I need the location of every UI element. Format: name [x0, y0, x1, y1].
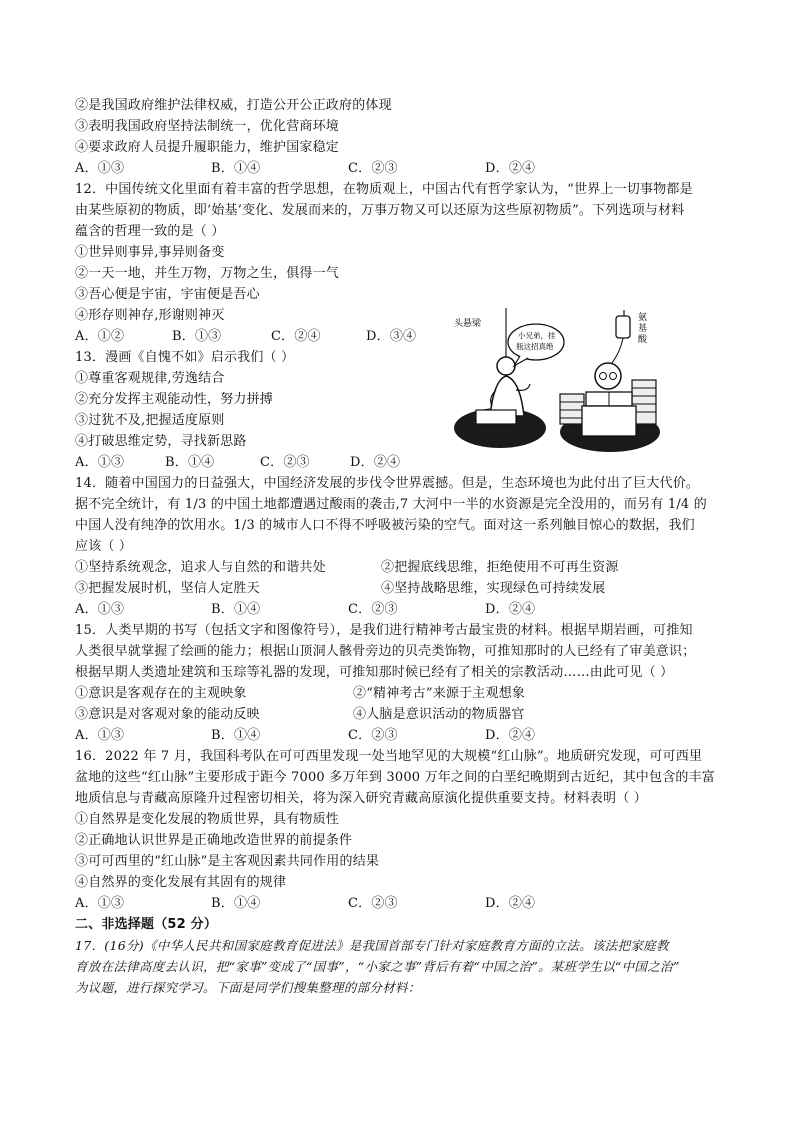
label-right-2: 基	[638, 324, 648, 334]
book-stack-left	[560, 394, 584, 424]
choice-d: D．②④	[485, 728, 536, 743]
q15-options-row-1	[75, 686, 775, 702]
q14-stem-4: 应该（ ）	[75, 539, 133, 554]
q12-stem-2: 由某些原初的物质，即‘始基’变化、发展而来的，万事万物又可以还原为这些原初物质”。下列选项与材料	[75, 203, 685, 218]
option-left: ③把握发展时机，坚信人定胜天	[75, 581, 260, 596]
choice-d: D．②④	[485, 161, 536, 176]
choice-c: C．②③	[348, 602, 398, 617]
q16-option-3: ③可可西里的“红山脉”是主客观因素共同作用的结果	[75, 854, 380, 869]
option-right: ④坚持战略思维，实现绿色可持续发展	[381, 581, 606, 596]
choice-c: C．②③	[348, 728, 398, 743]
choice-c: C．②③	[348, 161, 398, 176]
section-heading: 二、非选择题（52 分）	[75, 917, 218, 932]
choice-a: A．①③	[75, 728, 125, 743]
q14-stem-2: 据不完全统计，有 1/3 的中国土地都遭遇过酸雨的袭击,7 大河中一半的水资源是完全没用的，而另有 1/4 的	[75, 497, 707, 512]
choice-a: A．①③	[75, 161, 125, 176]
label-right-1: 氨	[638, 313, 648, 323]
q14-stem-3: 中国人没有纯净的饮用水。1/3 的城市人口不得不呼吸被污染的空气。面对这一系列触目惊心的数据，我们	[75, 518, 695, 533]
choice-a: A．①③	[75, 896, 125, 911]
choice-d: D．②④	[485, 896, 536, 911]
drip-bottle	[616, 316, 630, 338]
q17-stem-3: 为议题，进行探究学习。下面是同学们搜集整理的部分材料：	[75, 980, 421, 995]
option-right: ②把握底线思维，拒绝使用不可再生资源	[381, 560, 619, 575]
left-book	[476, 410, 516, 424]
option-left: ③意识是对客观对象的能动反映	[75, 707, 260, 722]
q17-stem-2: 育放在法律高度去认识，把“家事”变成了“国事”，“小家之事”背后有着“中国之治”。某班学生以“中国之治”	[75, 959, 680, 974]
choice-c: C．②④	[271, 329, 321, 344]
q13-option-2: ②充分发挥主观能动性，努力拼搏	[75, 392, 274, 407]
option-left: ①坚持系统观念，追求人与自然的和谐共处	[75, 560, 326, 575]
q11-option-2: ②是我国政府维护法律权威，打造公开公正政府的体现	[75, 98, 392, 113]
q16-stem-3: 地质信息与青藏高原隆升过程密切相关，将为深入研究青藏高原演化提供重要支持。材料表明（ ）	[75, 791, 647, 806]
q13-option-3: ③过犹不及,把握适度原则	[75, 413, 225, 428]
q16-option-1: ①自然界是变化发展的物质世界，具有物质性	[75, 812, 340, 827]
q16-option-4: ④自然界的变化发展有其固有的规律	[75, 875, 287, 890]
q13-option-1: ①尊重客观规律,劳逸结合	[75, 371, 225, 386]
q14-options-row-2	[75, 581, 775, 597]
q16-choices	[75, 896, 775, 912]
choice-c: C．②③	[348, 896, 398, 911]
choice-d: D．③④	[366, 329, 417, 344]
q16-option-2: ②正确地认识世界是正确地改造世界的前提条件	[75, 833, 353, 848]
q11-option-4: ④要求政府人员提升履职能力，维护国家稳定	[75, 140, 340, 155]
q12-option-2: ②一天一地，并生万物，万物之生，俱得一气	[75, 266, 340, 281]
right-head	[595, 363, 621, 389]
q14-choices	[75, 602, 775, 618]
q12-choices	[75, 329, 435, 345]
option-right: ④人脑是意识活动的物质器官	[353, 707, 525, 722]
q16-stem-1: 16．2022 年 7 月，我国科考队在可可西里发现一处当地罕见的大规模“红山脉”。地质研究发现，可可西里	[75, 749, 703, 764]
option-right: ②“精神考古”来源于主观想象	[353, 686, 526, 701]
choice-c: C．②③	[260, 455, 310, 470]
choice-b: B．①④	[211, 161, 261, 176]
q13-choices	[75, 455, 435, 471]
q15-stem-3: 根据早期人类遗址建筑和玉琮等礼器的发现，可推知那时候已经有了相关的宗教活动……由此可见（ ）	[75, 665, 674, 680]
desk	[582, 406, 636, 436]
cartoon-illustration	[448, 306, 664, 456]
choice-b: B．①④	[211, 602, 261, 617]
q14-options-row-1	[75, 560, 775, 576]
q14-stem-1: 14．随着中国国力的日益强大，中国经济发展的步伐令世界震撼。但是，生态环境也为此付出了巨大代价。	[75, 476, 700, 491]
q12-option-3: ③吾心便是宇宙，宇宙便是吾心	[75, 287, 260, 302]
choice-d: D．②④	[350, 455, 401, 470]
q15-stem-1: 15．人类早期的书写（包括文字和图像符号），是我们进行精神考古最宝贵的材料。根据早期岩画，可推知	[75, 623, 693, 638]
choice-b: B．①③	[172, 329, 222, 344]
q12-option-4: ④形存则神存,形谢则神灭	[75, 308, 225, 323]
q11-choices	[75, 161, 775, 177]
q11-option-3: ③表明我国政府坚持法制统一，优化营商环境	[75, 119, 340, 134]
label-right-3: 酸	[638, 335, 648, 345]
q13-stem: 13．漫画《自愧不如》启示我们（ ）	[75, 350, 295, 365]
choice-b: B．①④	[211, 896, 261, 911]
option-left: ①意识是客观存在的主观映象	[75, 686, 247, 701]
label-left: 头悬梁	[454, 319, 482, 329]
choice-b: B．①④	[165, 455, 215, 470]
q15-options-row-2	[75, 707, 775, 723]
q15-stem-2: 人类很早就掌握了绘画的能力；根据山顶洞人骸骨旁边的贝壳类饰物，可推知那时的人已经有了审美意识；	[75, 644, 696, 659]
choice-a: A．①③	[75, 602, 125, 617]
left-head	[497, 357, 515, 375]
q12-stem-1: 12．中国传统文化里面有着丰富的哲学思想，在物质观上，中国古代有哲学家认为，“世界上一切事物都是	[75, 182, 693, 197]
bubble-line-2: 瓶这招真绝	[516, 342, 554, 351]
choice-a: A．①②	[75, 329, 125, 344]
choice-d: D．②④	[485, 602, 536, 617]
choice-a: A．①③	[75, 455, 125, 470]
bubble-line-1: 小兄弟，挂	[518, 331, 556, 340]
choice-b: B．①④	[211, 728, 261, 743]
q17-stem-1: 17．(16分)《中华人民共和国家庭教育促进法》是我国首部专门针对家庭教育方面的立法。该法把家庭教	[75, 938, 669, 953]
q12-stem-3: 蕴含的哲理一致的是（ ）	[75, 224, 225, 239]
q13-option-4: ④打破思维定势，寻找新思路	[75, 434, 247, 449]
q15-choices	[75, 728, 775, 744]
q12-option-1: ①世异则事异,事异则备变	[75, 245, 225, 260]
q16-stem-2: 盆地的这些“红山脉”主要形成于距今 7000 多万年到 3000 万年之间的白垩纪晚期到古近纪，其中包含的丰富	[75, 770, 715, 785]
